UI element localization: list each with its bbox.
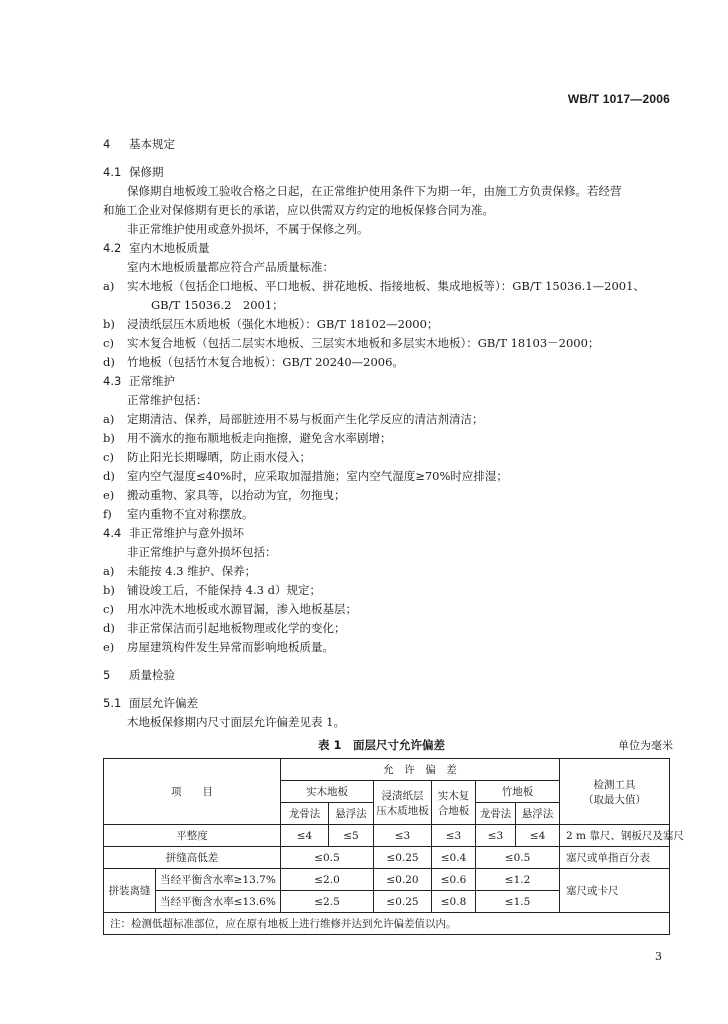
list-item: c) 实木复合地板（包括二层实木地板、三层实木地板和多层实木地板）：GB/T 18103－2000； (103, 336, 600, 350)
section-4-heading: 4 基本规定 (103, 137, 175, 151)
paragraph: 非正常维护与意外损坏包括： (127, 545, 277, 559)
table-row: 拼缝高低差 ≤0.5 ≤0.25 ≤0.4 ≤0.5 塞尺或单指百分表 (104, 847, 670, 869)
section-4-1-heading: 4.1 保修期 (103, 165, 164, 179)
header-tool: 检测工具 （取最大值） (560, 759, 670, 825)
list-item: c) 用水冲洗木地板或水源冒漏，渗入地板基层； (103, 602, 357, 616)
header-float: 悬浮法 (516, 803, 560, 825)
list-item: a) 定期清洁、保养，局部脏迹用不易与板面产生化学反应的清洁剂清洁； (103, 412, 484, 426)
paragraph: 和施工企业对保修期有更长的承诺，应以供需双方约定的地板保修合同为准。 (103, 203, 494, 217)
list-item: e) 房屋建筑构件发生异常而影响地板质量。 (103, 640, 334, 654)
list-item: d) 室内空气湿度≤40%时，应采取加湿措施；室内空气湿度≥70%时应排湿； (103, 469, 508, 483)
section-4-4-heading: 4.4 非正常维护与意外损坏 (103, 526, 244, 540)
standard-code: WB/T 1017—2006 (567, 92, 670, 106)
header-bamboo: 竹地板 (476, 781, 560, 803)
list-item: d) 竹地板（包括竹木复合地板）：GB/T 20240—2006。 (103, 355, 404, 369)
body-text (103, 135, 673, 732)
paragraph: 保修期自地板竣工验收合格之日起，在正常维护使用条件下为期一年，由施工方负责保修。若经营 (127, 184, 622, 198)
table-caption: 表 1 面层尺寸允许偏差 (318, 738, 446, 752)
list-item: c) 防止阳光长期曝晒，防止雨水侵入； (103, 450, 311, 464)
section-4-2-heading: 4.2 室内木地板质量 (103, 241, 210, 255)
list-item-continuation: GB/T 15036.2 2001； (151, 298, 284, 312)
table-row: 当经平衡含水率≤13.6% ≤2.5 ≤0.25 ≤0.8 ≤1.5 (104, 891, 670, 913)
table-note: 注：检测低超标准部位，应在原有地板上进行维修并达到允许偏差值以内。 (104, 913, 670, 935)
list-item: d) 非正常保洁而引起地板物理或化学的变化； (103, 621, 346, 635)
header-composite: 实木复 合地板 (432, 781, 476, 825)
header-item: 项 目 (104, 759, 281, 825)
section-5-1-heading: 5.1 面层允许偏差 (103, 696, 198, 710)
paragraph: 非正常维护使用或意外损坏，不属于保修之列。 (127, 222, 369, 236)
list-item: e) 搬动重物、家具等，以抬动为宜，勿拖曳； (103, 488, 346, 502)
section-4-3-heading: 4.3 正常维护 (103, 374, 175, 388)
header-laminate: 浸渍纸层 压木质地板 (374, 781, 432, 825)
table-row: 拼装离缝 当经平衡含水率≥13.7% ≤2.0 ≤0.20 ≤0.6 ≤1.2 塞尺或卡尺 (104, 869, 670, 891)
paragraph: 正常维护包括： (127, 393, 208, 407)
paragraph: 木地板保修期内尺寸面层允许偏差见表 1。 (127, 715, 345, 729)
table-header-row (104, 759, 670, 781)
table-unit: 单位为毫米 (618, 739, 673, 752)
list-item: b) 浸渍纸层压木质地板（强化木地板）：GB/T 18102—2000； (103, 317, 439, 331)
list-item: f) 室内重物不宜对称摆放。 (103, 507, 254, 521)
list-item: b) 铺设竣工后，不能保持 4.3 d）规定； (103, 583, 321, 597)
header-allowed-deviation: 允 许 偏 差 (281, 759, 560, 781)
header-float: 悬浮法 (329, 803, 374, 825)
table-caption-row (103, 735, 673, 755)
header-keel: 龙骨法 (476, 803, 516, 825)
tolerance-table (103, 758, 684, 935)
header-keel: 龙骨法 (281, 803, 329, 825)
table-row: 平整度 ≤4 ≤5 ≤3 ≤3 ≤3 ≤4 2 m 靠尺、钢板尺及塞尺 (104, 825, 670, 847)
list-item: a) 未能按 4.3 维护、保养； (103, 564, 257, 578)
list-item: a) 实木地板（包括企口地板、平口地板、拼花地板、指接地板、集成地板等）：GB/T 15036.1—2001、 (103, 279, 645, 293)
table-note-row (104, 913, 670, 935)
section-5-heading: 5 质量检验 (103, 668, 175, 682)
page-number: 3 (655, 950, 662, 963)
paragraph: 室内木地板质量都应符合产品质量标准： (127, 260, 334, 274)
header-solid-wood: 实木地板 (281, 781, 374, 803)
list-item: b) 用不滴水的拖布顺地板走向拖擦，避免含水率剧增； (103, 431, 392, 445)
